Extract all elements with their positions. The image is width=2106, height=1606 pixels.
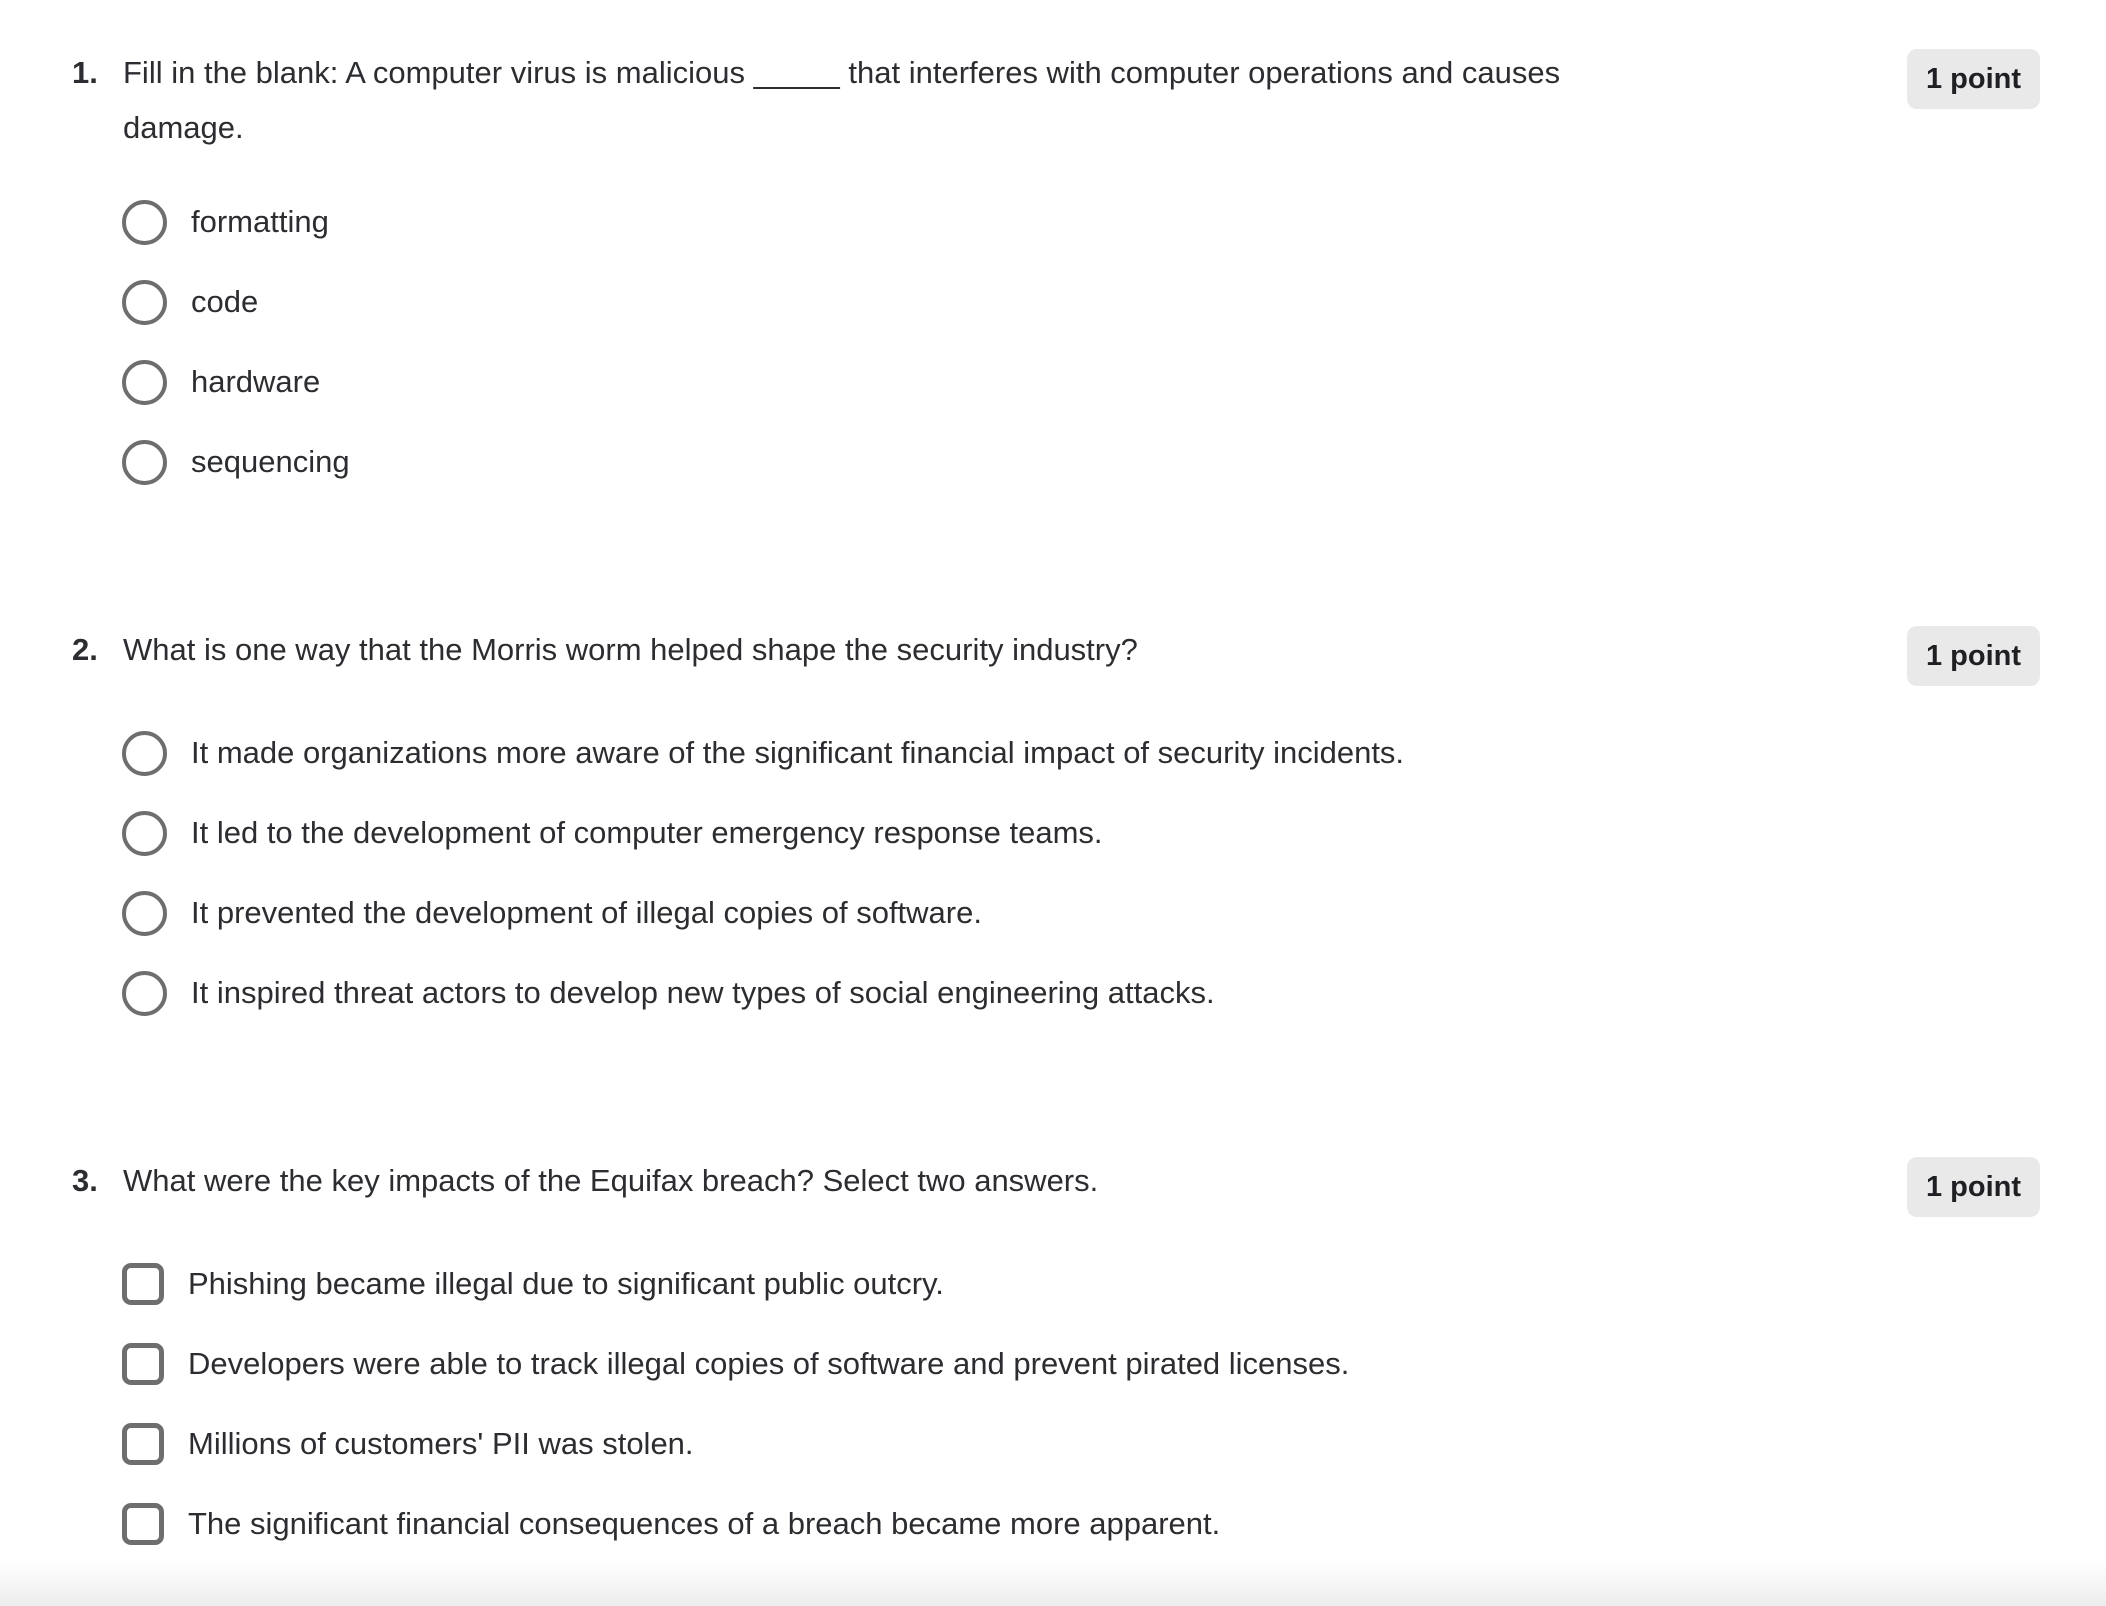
radio-button[interactable] (122, 200, 167, 245)
question-1-number: 1. (72, 55, 98, 90)
question-1-option-row[interactable] (122, 262, 2040, 342)
question-3-option-row[interactable] (122, 1484, 2040, 1564)
option-label[interactable]: code (191, 284, 259, 319)
question-1-option-row[interactable] (122, 182, 2040, 262)
radio-button[interactable] (122, 440, 167, 485)
question-3-main (72, 1153, 1847, 1208)
option-label[interactable]: It prevented the development of illegal copies of software. (191, 895, 982, 930)
question-3-option-row[interactable] (122, 1404, 2040, 1484)
question-2-option-row[interactable] (122, 953, 2040, 1033)
question-2 (72, 622, 2040, 1033)
radio-button[interactable] (122, 971, 167, 1016)
question-1-options (122, 182, 2040, 502)
question-1-option-row[interactable] (122, 342, 2040, 422)
option-label[interactable]: Developers were able to track illegal copies of software and prevent pirated licenses. (188, 1346, 1350, 1381)
option-label[interactable]: Phishing became illegal due to significant public outcry. (188, 1266, 944, 1301)
option-label[interactable]: sequencing (191, 444, 350, 479)
question-2-text: What is one way that the Morris worm helped shape the security industry? (123, 632, 1138, 667)
question-3 (72, 1153, 2040, 1564)
option-label[interactable]: Millions of customers' PII was stolen. (188, 1426, 694, 1461)
checkbox[interactable] (122, 1343, 164, 1385)
question-3-points-badge: 1 point (1907, 1157, 2040, 1217)
question-1-text: Fill in the blank: A computer virus is malicious _____ that interferes with computer operations and causes damage. (123, 55, 1561, 145)
radio-button[interactable] (122, 360, 167, 405)
question-1-option-row[interactable] (122, 422, 2040, 502)
page-bottom-fade (0, 1560, 2106, 1606)
checkbox[interactable] (122, 1263, 164, 1305)
question-2-points-badge: 1 point (1907, 626, 2040, 686)
question-1-main (72, 45, 1847, 155)
option-label[interactable]: hardware (191, 364, 321, 399)
question-1 (72, 45, 2040, 502)
question-2-option-row[interactable] (122, 793, 2040, 873)
radio-button[interactable] (122, 731, 167, 776)
question-2-options (122, 713, 2040, 1033)
option-label[interactable]: It inspired threat actors to develop new types of social engineering attacks. (191, 975, 1215, 1010)
question-3-text: What were the key impacts of the Equifax breach? Select two answers. (123, 1163, 1099, 1198)
question-3-option-row[interactable] (122, 1324, 2040, 1404)
option-label[interactable]: formatting (191, 204, 329, 239)
question-3-header (72, 1153, 2040, 1217)
question-3-option-row[interactable] (122, 1244, 2040, 1324)
question-2-main (72, 622, 1847, 677)
question-3-options (122, 1244, 2040, 1564)
question-2-number: 2. (72, 632, 98, 667)
radio-button[interactable] (122, 280, 167, 325)
question-1-header (72, 45, 2040, 155)
checkbox[interactable] (122, 1503, 164, 1545)
question-2-header (72, 622, 2040, 686)
option-label[interactable]: It made organizations more aware of the significant financial impact of security incidents. (191, 735, 1405, 770)
question-2-option-row[interactable] (122, 873, 2040, 953)
question-3-number: 3. (72, 1163, 98, 1198)
radio-button[interactable] (122, 811, 167, 856)
option-label[interactable]: It led to the development of computer emergency response teams. (191, 815, 1103, 850)
option-label[interactable]: The significant financial consequences of a breach became more apparent. (188, 1506, 1221, 1541)
radio-button[interactable] (122, 891, 167, 936)
question-1-points-badge: 1 point (1907, 49, 2040, 109)
question-2-option-row[interactable] (122, 713, 2040, 793)
checkbox[interactable] (122, 1423, 164, 1465)
